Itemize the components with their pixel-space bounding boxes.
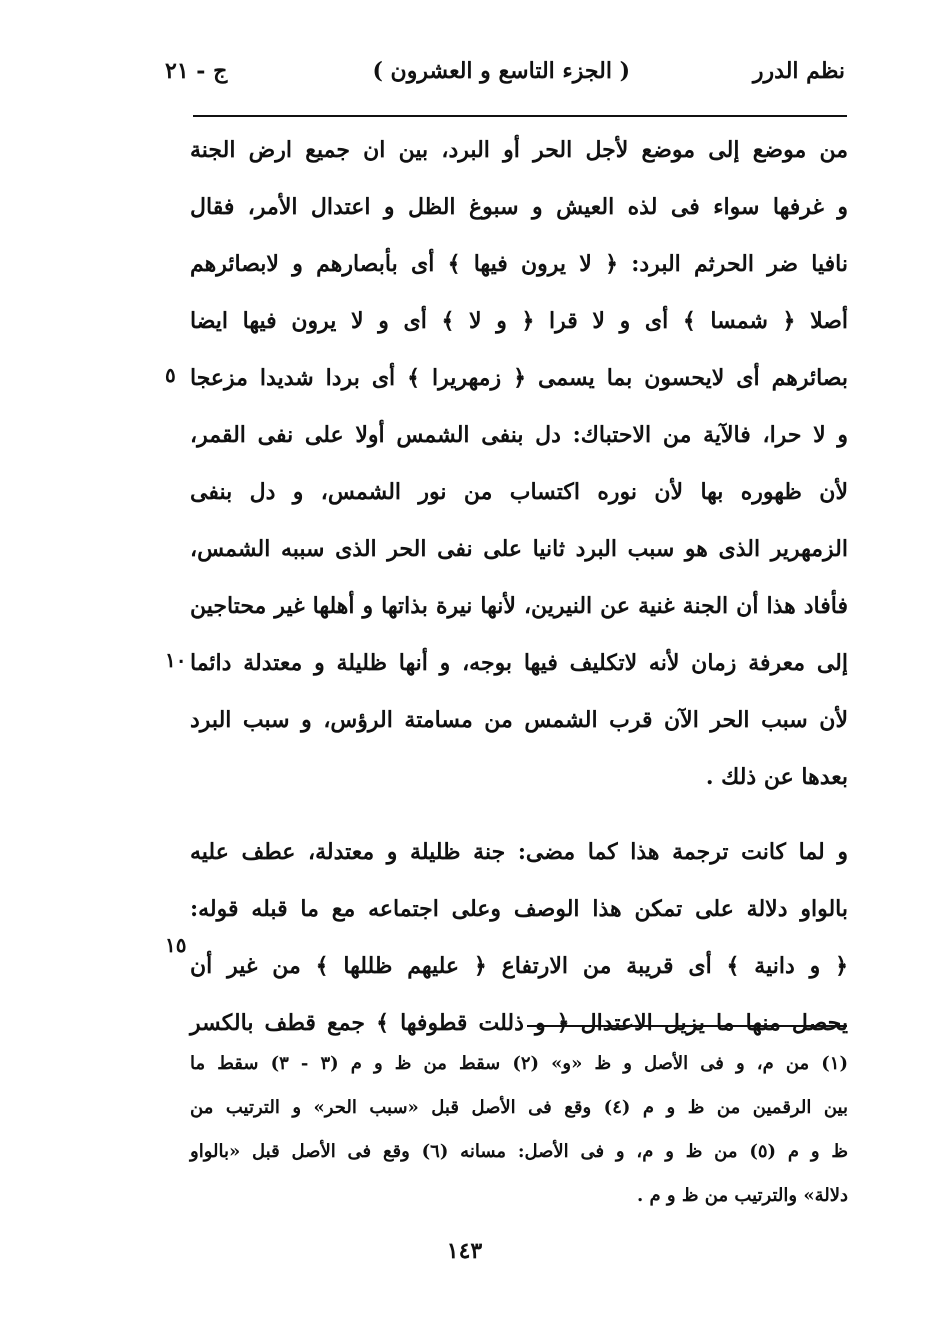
- text-line: بصائرهم أى لايحسون بما يسمى ﴿ زمهريرا ﴾ أى بردا شديدا مزعجا: [190, 365, 848, 391]
- page-number: ١٤٣: [446, 1238, 483, 1264]
- running-header: [165, 58, 845, 98]
- text-line: بالواو دلالة على تمكن هذا الوصف وعلى اجتماعه مع ما قبله قوله:: [190, 896, 848, 922]
- header-rule: [193, 115, 847, 117]
- text-line: لأن ظهوره بها لأن نوره اكتساب من نور الشمس، و دل بنفى: [190, 479, 848, 505]
- part-title: ( الجزء التاسع و العشرون ): [372, 58, 630, 84]
- footnote-rule: [527, 1025, 847, 1027]
- text-line: من موضع إلى موضع لأجل الحر أو البرد، بين ان جميع ارض الجنة: [190, 137, 848, 163]
- book-title: نظم الدرر: [752, 58, 845, 84]
- text-line: بعدها عن ذلك .: [705, 764, 848, 790]
- text-line: نافيا ضر الحرثم البرد: ﴿ لا يرون فيها ﴾ أى بأبصارهم و لابصائرهم: [190, 251, 848, 277]
- volume-reference: ج - ٢١: [165, 58, 228, 84]
- text-line: و لما كانت ترجمة هذا كما مضى: جنة ظليلة و معتدلة، عطف عليه: [190, 839, 848, 865]
- text-line: فأفاد هذا أن الجنة غنية عن النيرين، لأنها نيرة بذاتها و أهلها غير محتاجين: [190, 593, 848, 619]
- text-line: الزمهرير الذى هو سبب البرد ثانيا على نفى الحر الذى سببه الشمس،: [190, 536, 848, 562]
- text-line: يحصل منها ما يزيل الاعتدال ﴿ و ذللت قطوفها ﴾ جمع قطف بالكسر: [190, 1010, 848, 1036]
- line-number-5: ٥: [165, 363, 176, 387]
- footnote-line: ظ و م (٥) من ظ و م، و فى الأصل: مسانه (٦) وقع فى الأصل قبل «بالواو: [190, 1141, 848, 1162]
- text-line: و غرفها سواء فى لذه العيش و سبوغ الظل و اعتدال الأمر، فقال: [190, 194, 848, 220]
- text-line: لأن سبب الحر الآن قرب الشمس من مسامتة الرؤس، و سبب البرد: [190, 707, 848, 733]
- footnote-line: بين الرقمين من ظ و م (٤) وقع فى الأصل قبل «سبب الحر» و الترتيب من: [190, 1097, 848, 1118]
- text-line: إلى معرفة زمان لأنه لاتكليف فيها بوجه، و أنها ظليلة و معتدلة دائما: [190, 650, 848, 676]
- text-line: ﴿ و دانية ﴾ أى قريبة من الارتفاع ﴿ عليهم ظللها ﴾ من غير أن: [190, 953, 848, 979]
- line-number-15: ١٥: [165, 933, 187, 957]
- footnote-line: دلالة» والترتيب من ظ و م .: [636, 1185, 848, 1206]
- footnotes: [190, 1042, 848, 1218]
- text-line: أصلا ﴿ شمسا ﴾ أى و لا قرا ﴿ و لا ﴾ أى و لا يرون فيها ايضا: [190, 308, 848, 334]
- paragraph-gap: [190, 806, 848, 824]
- footnote-line: (١) من م، و فى الأصل و ظ «و» (٢) سقط من ظ و م (٣ - ٣) سقط ما: [190, 1053, 848, 1074]
- text-line: و لا حرا، فالآية من الاحتباك: دل بنفى الشمس أولا على نفى القمر،: [190, 422, 848, 448]
- line-number-10: ١٠: [165, 648, 187, 672]
- main-text: [190, 122, 848, 1052]
